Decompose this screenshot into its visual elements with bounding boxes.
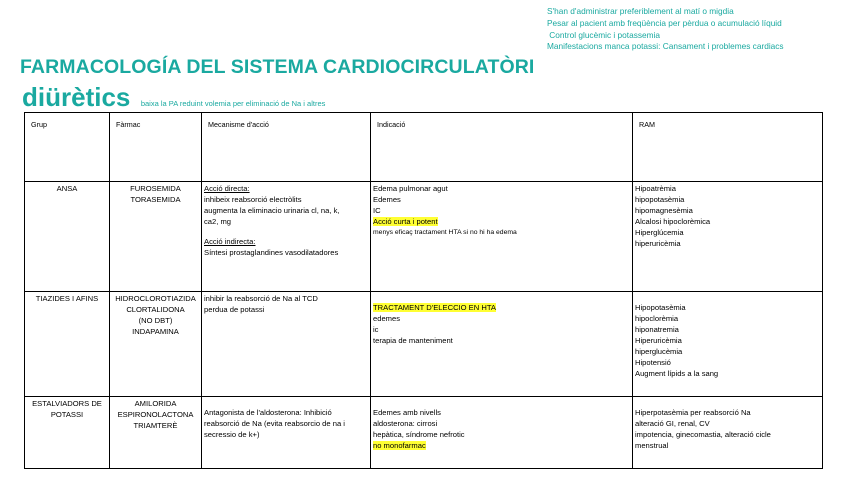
cell-ram bbox=[633, 397, 823, 469]
header-grup: Grup bbox=[25, 113, 110, 182]
header-indicacio: Indicació bbox=[371, 113, 633, 182]
ram-line: Hipoatrèmia bbox=[635, 184, 676, 193]
mecanisme-indirecta-title: Acció indirecta: bbox=[204, 237, 256, 246]
grup-label: ANSA bbox=[56, 184, 78, 193]
ram-line: Augment lípids a la sang bbox=[635, 369, 719, 378]
cell-indicacio bbox=[371, 397, 633, 469]
indicacio-line: edemes bbox=[373, 314, 401, 323]
indicacio-line: IC bbox=[373, 206, 381, 215]
mecanisme-directa-title: Acció directa: bbox=[204, 184, 250, 193]
cell-mecanisme bbox=[202, 397, 371, 469]
notes-block bbox=[547, 6, 784, 53]
mecanisme-line: Antagonista de l'aldosterona: Inhibició bbox=[204, 408, 332, 417]
header-farmac: Fàrmac bbox=[110, 113, 202, 182]
drug-name: FUROSEMIDA bbox=[130, 184, 181, 193]
cell-farmac bbox=[110, 397, 202, 469]
indicacio-line: terapia de manteniment bbox=[373, 336, 453, 345]
cell-grup bbox=[25, 182, 110, 292]
table-row bbox=[25, 292, 823, 397]
cell-grup bbox=[25, 292, 110, 397]
table-row bbox=[25, 397, 823, 469]
mecanisme-line: inhibeix reabsorció electròlits bbox=[204, 195, 302, 204]
header-mecanisme: Mecanisme d'acció bbox=[202, 113, 371, 182]
indicacio-line: Edemes bbox=[373, 195, 401, 204]
mecanisme-line: reabsorció de Na (evita reabsorcio de na i bbox=[204, 419, 345, 428]
cell-ram bbox=[633, 292, 823, 397]
grup-label: TIAZIDES I AFINS bbox=[35, 294, 99, 303]
ram-line: Alcalosi hipoclorèmica bbox=[635, 217, 711, 226]
ram-line: hipoclorèmia bbox=[635, 314, 679, 323]
ram-line: Hipotensió bbox=[635, 358, 671, 367]
indicacio-highlight: no monofarmac bbox=[373, 441, 426, 450]
indicacio-highlight: Acció curta i potent bbox=[373, 217, 438, 226]
ram-line: hiponatremia bbox=[635, 325, 679, 334]
mecanisme-line: augmenta la eliminacio urinaria cl, na, k, bbox=[204, 206, 340, 215]
indicacio-line: menys eficaç tractament HTA si no hi ha edema bbox=[373, 229, 517, 236]
mecanisme-line: ca2, mg bbox=[204, 217, 232, 226]
indicacio-line: Edema pulmonar agut bbox=[373, 184, 448, 193]
indicacio-line: hepàtica, síndrome nefrotic bbox=[373, 430, 465, 439]
section-title: diürètics bbox=[22, 82, 131, 112]
cell-farmac bbox=[110, 182, 202, 292]
table-row bbox=[25, 182, 823, 292]
ram-line: alteració GI, renal, CV bbox=[635, 419, 710, 428]
note-line: S'han d'administrar preferiblement al matí o migdia bbox=[547, 6, 734, 16]
ram-line: hiperglucèmia bbox=[635, 347, 683, 356]
diuretics-table bbox=[24, 112, 823, 469]
drug-name: INDAPAMINA bbox=[132, 327, 179, 336]
drug-name: TORASEMIDA bbox=[130, 195, 181, 204]
cell-farmac bbox=[110, 292, 202, 397]
indicacio-line: Edemes amb nivells bbox=[373, 408, 441, 417]
ram-line: Hiperpotasèmia per reabsorció Na bbox=[635, 408, 751, 417]
cell-grup bbox=[25, 397, 110, 469]
ram-line: Hiperuricèmia bbox=[635, 336, 682, 345]
mecanisme-line: secressio de k+) bbox=[204, 430, 260, 439]
header-ram: RAM bbox=[633, 113, 823, 182]
drug-name: ESPIRONOLACTONA bbox=[117, 410, 194, 419]
cell-ram bbox=[633, 182, 823, 292]
ram-line: menstrual bbox=[635, 441, 669, 450]
cell-mecanisme bbox=[202, 292, 371, 397]
table-header-row bbox=[25, 113, 823, 182]
section-note: baixa la PA reduint volemia per eliminació de Na i altres bbox=[140, 99, 326, 108]
note-line: Pesar al pacient amb freqüència per pèrdua o acumulació líquid bbox=[547, 17, 782, 28]
cell-indicacio bbox=[371, 292, 633, 397]
drug-name: AMILORIDA bbox=[134, 399, 177, 408]
grup-label: ESTALVIADORS DE POTASSI bbox=[32, 399, 102, 419]
note-line: Control glucèmic i potassemia bbox=[547, 29, 660, 40]
cell-mecanisme bbox=[202, 182, 371, 292]
drug-name: HIDROCLOROTIAZIDA bbox=[115, 294, 196, 303]
subtitle-row bbox=[22, 82, 325, 113]
cell-indicacio bbox=[371, 182, 633, 292]
ram-line: Hipopotasèmia bbox=[635, 303, 686, 312]
ram-line: Hiperglúcemia bbox=[635, 228, 684, 237]
ram-line: hipopotasèmia bbox=[635, 195, 685, 204]
drug-name: (NO DBT) bbox=[138, 316, 173, 325]
ram-line: hipomagnesèmia bbox=[635, 206, 693, 215]
mecanisme-line: perdua de potassi bbox=[204, 305, 265, 314]
indicacio-line: ic bbox=[373, 325, 379, 334]
page-title: FARMACOLOGÍA DEL SISTEMA CARDIOCIRCULATÒRI bbox=[20, 56, 535, 78]
note-line: Manifestacions manca potassi: Cansament i problemes cardiacs bbox=[547, 41, 784, 52]
mecanisme-line: Síntesi prostaglandines vasodilatadores bbox=[204, 248, 339, 257]
indicacio-line: aldosterona: cirrosi bbox=[373, 419, 438, 428]
drug-name: CLORTALIDONA bbox=[126, 305, 185, 314]
ram-line: hiperuricèmia bbox=[635, 239, 681, 248]
drug-name: TRIAMTERÈ bbox=[133, 421, 178, 430]
mecanisme-line: inhibir la reabsorció de Na al TCD bbox=[204, 294, 318, 303]
ram-line: impotencia, ginecomastia, alteració cicle bbox=[635, 430, 771, 439]
indicacio-highlight: TRACTAMENT D'ELECCIO EN HTA bbox=[373, 303, 496, 312]
